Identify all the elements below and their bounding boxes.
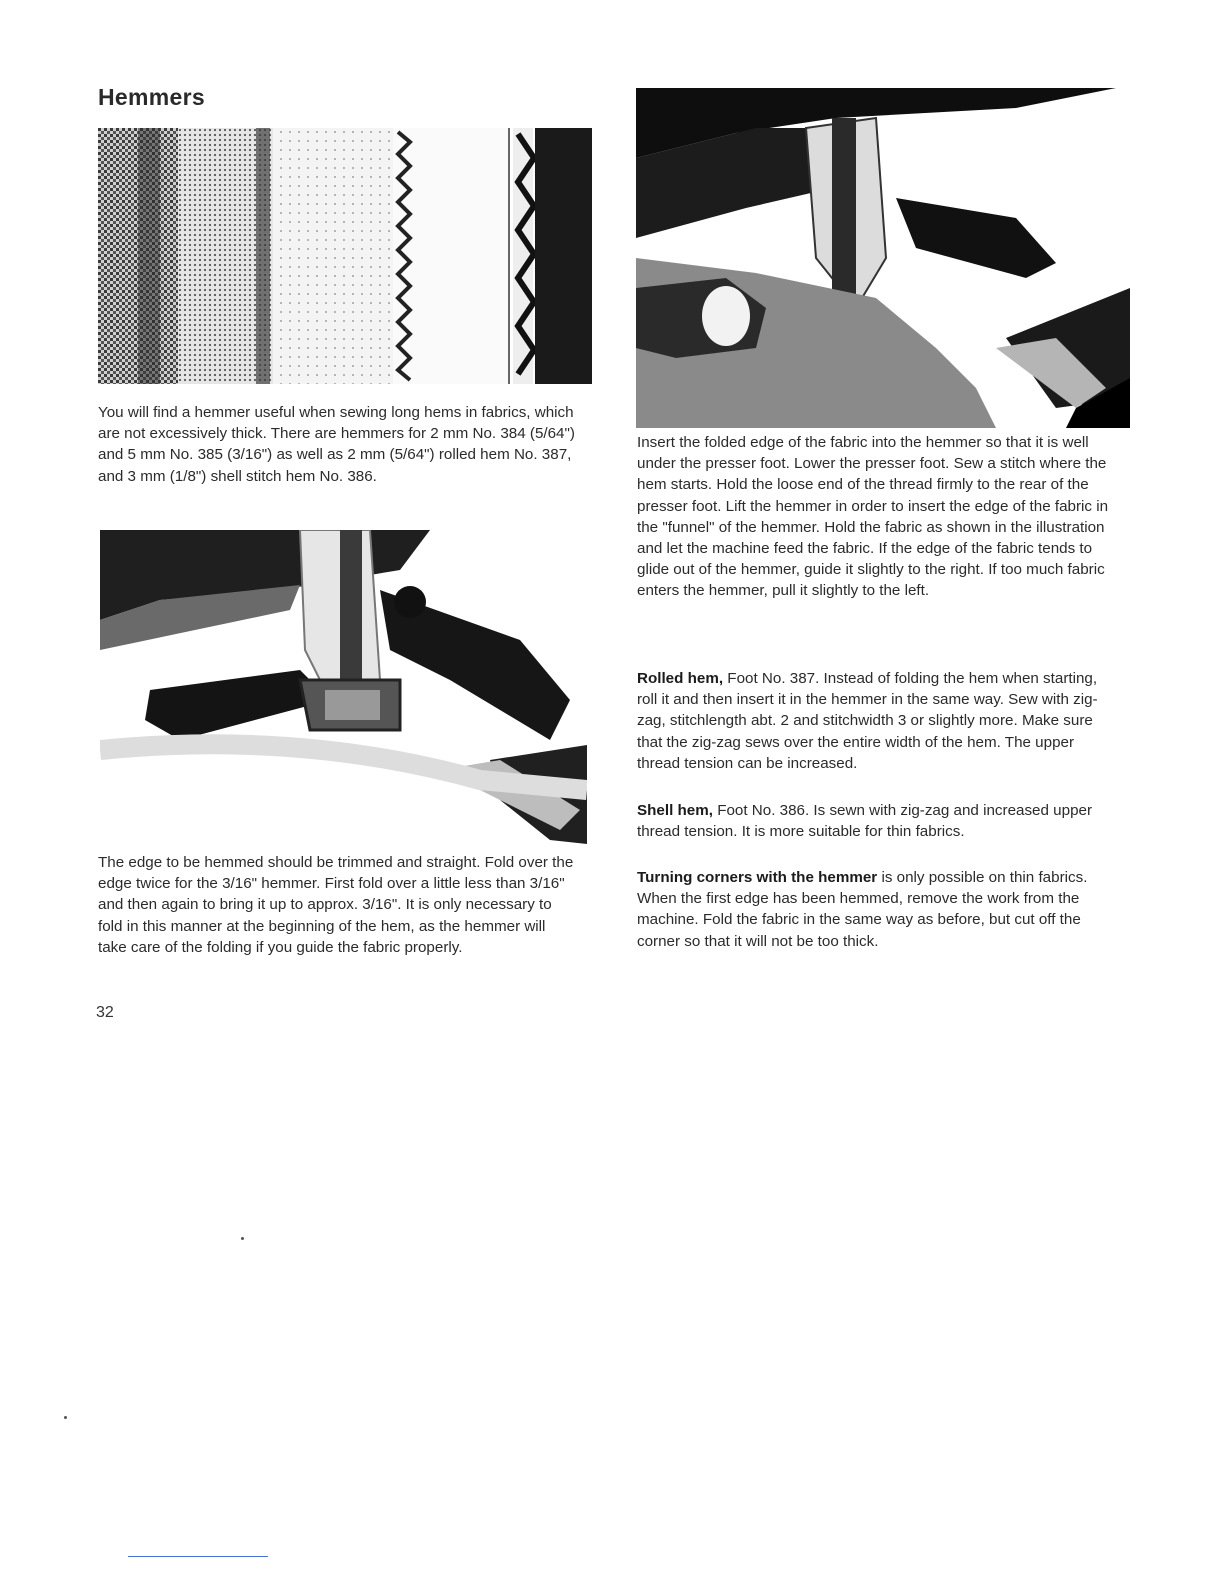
corner-paragraph (637, 867, 1121, 952)
insert-paragraph: Insert the folded edge of the fabric into the hemmer so that it is well under the presser foot. Lower the presser foot. Sew a stitch where the hem starts. Hold the loose end of the thread firmly to the rear of the presser foot. Lift the hemmer in order to insert the edge of the fabric in the "funnel" of the hemmer. Hold the fabric as shown in the illustration and let the machine feed the fabric. If the edge of the fabric tends to glide out of the hemmer, guide it slightly to the right. If too much fabric enters the hemmer, pull it slightly to the left. (637, 434, 1109, 600)
hem-samples-illustration (98, 128, 592, 384)
sewing-machine-photo-right (636, 88, 1130, 428)
page-number: 32 (96, 1004, 114, 1021)
intro-paragraph: You will find a hemmer useful when sewing long hems in fabrics, which are not excessively thick. There are hemmers for 2 mm No. 384 (5/64") and 5 mm No. 385 (3/16") as well as 2 mm (5/64") rolled hem No. 387, and 3 mm (1/8") shell stitch hem No. 386. (98, 404, 575, 485)
scan-speck (241, 1237, 244, 1240)
sewing-machine-photo-left (100, 530, 587, 844)
shell-hem-paragraph (637, 800, 1121, 842)
shell-hem-text: Foot No. 386. Is sewn with zig-zag and increased upper thread tension. It is more suitable for thin fabrics. (637, 802, 1093, 841)
rolled-hem-text: Foot No. 387. Instead of folding the hem when starting, roll it and then insert it in the hemmer in the same way. Sew with zig-zag, stitchlength abt. 2 and stitchwidth 3 or slightly more. Make sure that the zig-zag sews over the entire width of the hem. The upper thread tension can be increased. (637, 670, 1098, 772)
footer-rule (128, 1556, 268, 1557)
page-title: Hemmers (98, 84, 205, 110)
rolled-hem-label: Rolled hem, (637, 670, 724, 687)
hem-samples-photo (98, 128, 592, 384)
edge-paragraph: The edge to be hemmed should be trimmed and straight. Fold over the edge twice for the 3/16" hemmer. First fold over a little less than 3/16" and then again to bring it up to approx. 3/16". It is only necessary to fold in this manner at the beginning of the hem, as the hemmer will take care of the folding if you guide the fabric properly. (98, 854, 574, 956)
corner-text: is only possible on thin fabrics. When the first edge has been hemmed, remove the work from the machine. Fold the fabric in the same way as before, but cut off the corner so that it will not be too thick. (637, 869, 1088, 950)
corner-label: Turning corners with the hemmer (637, 869, 878, 886)
hemmer-fabric-guide-illustration (636, 88, 1130, 428)
hemmer-foot-illustration (100, 530, 587, 844)
shell-hem-label: Shell hem, (637, 802, 713, 819)
rolled-hem-paragraph (637, 668, 1121, 774)
scan-speck (64, 1416, 67, 1419)
